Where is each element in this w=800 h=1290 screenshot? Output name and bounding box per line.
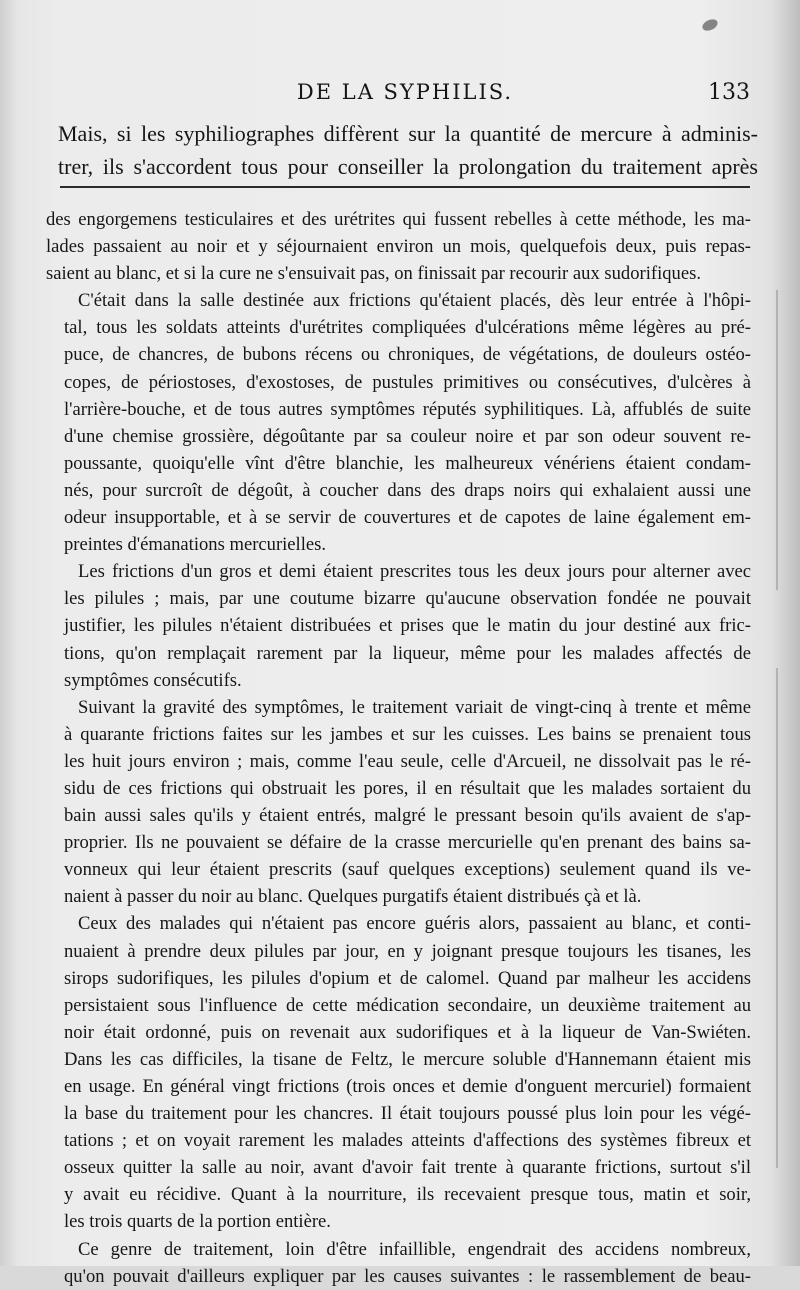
text-line: sirops sudorifiques, les pilules d'opium et de calomel. Quand par malheur les accidens — [64, 967, 751, 989]
margin-mark — [776, 290, 778, 590]
text-line: tal, tous les soldats atteints d'urétrites compliquées d'ulcérations même légères au pré- — [64, 317, 751, 339]
text-line: poussante, quoiqu'elle vînt d'être blanchie, les malheureux vénériens étaient condam- — [64, 452, 751, 474]
text-line: puce, de chancres, de bubons récens ou chroniques, de végétations, de douleurs ostéo- — [64, 344, 751, 366]
text-line: qu'on pouvait d'ailleurs expliquer par les causes suivantes : le rassemblement de beau- — [64, 1265, 751, 1287]
text-line: des engorgemens testiculaires et des urétrites qui fussent rebelles à cette méthode, les ma- — [46, 209, 751, 230]
text-line: justifier, les pilules n'étaient distribuées et prises que le matin du jour destiné aux fric- — [64, 615, 751, 637]
text-line: bain aussi sales qu'ils y étaient entrés, malgré le pressant besoin qu'ils avaient de s'ap- — [64, 805, 751, 827]
text-line: y avait eu récidive. Quant à la nourriture, ils recevaient presque tous, matin et soir, — [64, 1184, 751, 1206]
page-number: 133 — [708, 80, 750, 105]
text-line: les huit jours environ ; mais, comme l'eau seule, celle d'Arcueil, ne dissolvait pas le ré- — [64, 750, 751, 772]
text-line: symptômes consécutifs. — [64, 669, 242, 691]
text-line: sidu de ces frictions qui obstruait les pores, il en résultait que les malades sortaient du — [64, 777, 751, 799]
text-line: les trois quarts de la portion entière. — [64, 1211, 331, 1233]
text-line: tions, qu'on remplaçait rarement par la liqueur, même pour les malades affectés de — [64, 642, 751, 664]
text-line: à quarante frictions faites sur les jambes et sur les cuisses. Les bains se prenaient tous — [64, 723, 751, 745]
top-text-line: Mais, si les syphiliographes diffèrent sur la quantité de mercure à adminis- — [58, 121, 758, 146]
text-line: d'une chemise grossière, dégoûtante par sa couleur noire et par son odeur souvent re- — [64, 425, 751, 447]
text-line: tations ; et on voyait rarement les malades atteints d'affections des systèmes fibreux et — [64, 1130, 751, 1152]
body-text — [46, 206, 751, 1290]
text-line: osseux quitter la salle au noir, avant d'avoir fait trente à quarante frictions, surtout s'il — [64, 1157, 751, 1179]
margin-mark — [776, 668, 778, 1168]
top-text-line: trer, ils s'accordent tous pour conseiller la prolongation du traitement après — [58, 154, 758, 179]
text-line: nuaient à prendre deux pilules par jour, en y joignant presque toujours les tisanes, les — [64, 940, 751, 962]
text-line: C'était dans la salle destinée aux frictions qu'étaient placés, dès leur entrée à l'hôpi- — [78, 290, 751, 312]
ink-stain — [701, 17, 720, 33]
top-text-block — [58, 117, 758, 183]
text-line: copes, de périostoses, d'exostoses, de pustules primitives ou consécutives, d'ulcères à — [64, 371, 751, 393]
text-line: en usage. En général vingt frictions (trois onces et demie d'onguent mercuriel) formaient — [64, 1076, 751, 1097]
text-line: Ce genre de traitement, loin d'être infaillible, engendrait des accidens nombreux, — [78, 1238, 751, 1260]
text-line: vonneux qui leur étaient prescrits (sauf quelques exceptions) seulement quand ils ve- — [64, 859, 751, 881]
text-line: preintes d'émanations mercurielles. — [64, 534, 327, 556]
text-line: lades passaient au noir et y séjournaient environ un mois, quelquefois deux, puis repas- — [46, 236, 751, 258]
text-line: les pilules ; mais, par une coutume bizarre qu'aucune observation fondée ne pouvait — [64, 588, 751, 610]
text-line: la base du traitement pour les chancres. Il était toujours poussé plus loin pour les végé- — [64, 1103, 751, 1125]
text-line: l'arrière-bouche, et de tous autres symptômes réputés syphilitiques. Là, affublés de suite — [64, 398, 751, 420]
text-line: Ceux des malades qui n'étaient pas encore guéris alors, passaient au blanc, et conti- — [78, 913, 751, 935]
text-line: Les frictions d'un gros et demi étaient prescrites tous les deux jours pour alterner avec — [78, 561, 751, 583]
running-title: DE LA SYPHILIS. — [296, 80, 514, 104]
paragraph — [46, 558, 751, 693]
text-line: naient à passer du noir au blanc. Quelques purgatifs étaient distribués çà et là. — [64, 886, 642, 908]
text-line: nés, pour surcroît de dégoût, à coucher dans des draps noirs qui exhalaient aussi une — [64, 479, 751, 501]
running-head — [60, 80, 750, 110]
text-line: noir était ordonné, puis on revenait aux sudorifiques et à la liqueur de Van-Swiéten. — [64, 1021, 751, 1043]
paragraph — [46, 694, 751, 911]
paragraph — [46, 910, 751, 1235]
text-line: proprier. Ils ne pouvaient se défaire de la crasse mercurielle qu'en prenant des bains sa- — [64, 832, 751, 854]
text-line: saient au blanc, et si la cure ne s'ensuivait pas, on finissait par recourir aux sudorifiques. — [46, 263, 701, 285]
text-line: persistaient sous l'influence de cette médication secondaire, un deuxième traitement au — [64, 994, 751, 1016]
text-line: Suivant la gravité des symptômes, le traitement variait de vingt-cinq à trente et même — [78, 696, 751, 718]
separator-rule — [60, 186, 750, 188]
text-line: odeur insupportable, et à se servir de couvertures et de capotes de laine également em- — [64, 507, 751, 529]
paragraph — [46, 1236, 751, 1290]
paragraph — [46, 287, 751, 558]
paragraph — [46, 206, 751, 287]
text-line: Dans les cas difficiles, la tisane de Feltz, le mercure soluble d'Hannemann étaient mis — [64, 1048, 751, 1070]
